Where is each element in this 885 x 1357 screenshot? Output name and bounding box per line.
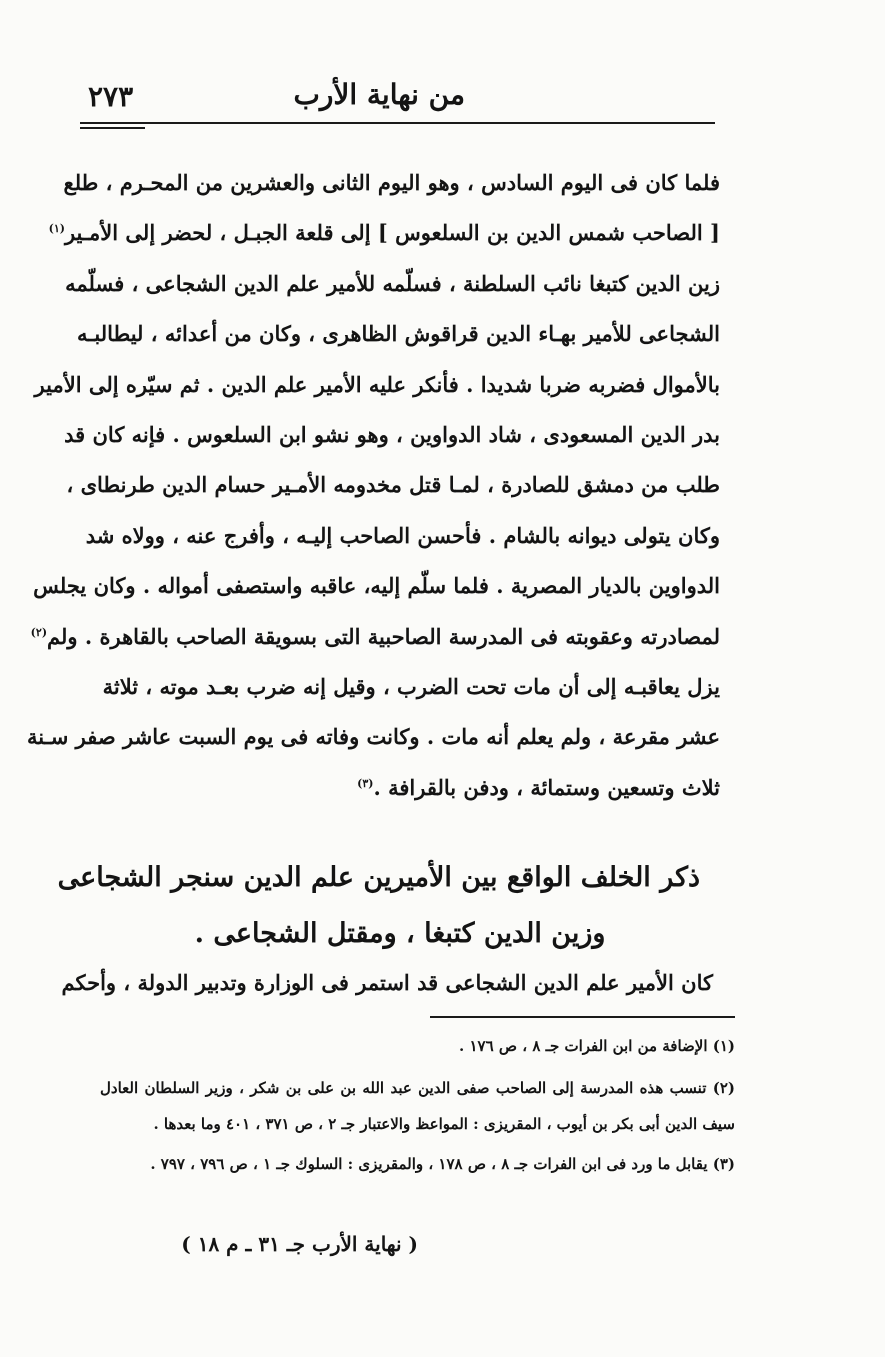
footnote-mark-3: (٣)	[357, 776, 374, 790]
footnotes	[100, 1028, 735, 1182]
body-line: فلما كان فى اليوم السادس ، وهو اليوم الثانى والعشرين من المحـرم ، طلع	[63, 170, 720, 195]
body-line: بدر الدين المسعودى ، شاد الدواوين ، وهو نشو ابن السلعوس . فإنه كان قد	[64, 422, 720, 448]
footnote-rule	[430, 1016, 735, 1018]
body-line: الشجاعى للأمير بهـاء الدين قراقوش الظاهرى ، وكان من أعدائه ، ليطالبـه	[76, 321, 720, 347]
body-line: عشر مقرعة ، ولم يعلم أنه مات . وكانت وفاته فى يوم السبت عاشر صفر سـنة	[27, 724, 720, 750]
signature-mark: ( نهاية الأرب جـ ٣١ ـ م ١٨ )	[181, 1232, 418, 1256]
footnote-mark-1: (١)	[48, 222, 65, 236]
footnote-3: (٣) يقابل ما ورد فى ابن الفرات جـ ٨ ، ص ١٧٨ ، والمقريزى : السلوك جـ ١ ، ص ٧٩٦ ، ٧٩٧ .	[150, 1155, 735, 1173]
section-heading-line-1: ذكر الخلف الواقع بين الأميرين علم الدين سنجر الشجاعى	[57, 862, 700, 893]
body-line: بالأموال فضربه ضربا شديدا . فأنكر عليه الأمير علم الدين . ثم سيّره إلى الأمير	[34, 371, 720, 397]
body-line-with-footnote-3: ثلاث وتسعين وستمائة ، ودفن بالقرافة .$^{(٣)}$	[357, 774, 720, 800]
page-number: ٢٧٣	[88, 80, 134, 113]
footnote-mark-2: (٢)	[30, 625, 48, 639]
page-header	[80, 70, 715, 120]
body-line-with-footnote-2: لمصادرته وعقوبته فى المدرسة الصاحبية التى بسويقة الصاحب بالقاهرة . ولم$^{(٢)}$	[30, 623, 720, 649]
body-paragraph	[27, 158, 720, 813]
footnote-1: (١) الإضافة من ابن الفرات جـ ٨ ، ص ١٧٦ .	[459, 1037, 735, 1055]
body-line: يزل يعاقبـه إلى أن مات تحت الضرب ، وقيل إنه ضرب بعـد موته ، ثلاثة	[102, 674, 720, 700]
body-line: الدواوين بالديار المصرية . فلما سلّم إليه، عاقبه واستصفى أمواله . وكان يجلس	[33, 573, 720, 599]
running-title: من نهاية الأرب	[293, 78, 465, 111]
header-rule	[80, 122, 715, 124]
body-line: وكان يتولى ديوانه بالشام . فأحسن الصاحب إليـه ، وأفرج عنه ، وولاه شد	[85, 522, 720, 548]
body-line: طلب من دمشق للصادرة ، لمـا قتل مخدومه الأمـير حسام الدين طرنطاى ،	[66, 472, 720, 498]
header-rule-short	[80, 127, 145, 129]
footnote-2: (٢) تنسب هذه المدرسة إلى الصاحب صفى الدين عبد الله بن على بن شكر ، وزير السلطان العادل سيف الدين أبى بكر بن أيوب ، المقريزى : المواعظ والاعتبار جـ ٢ ، ص ٣٧١ ، ٤٠١ وما بعدها .	[100, 1079, 735, 1133]
section-first-line: كان الأمير علم الدين الشجاعى قد استمر فى الوزارة وتدبير الدولة ، وأحكم	[61, 970, 713, 995]
section-heading-line-2: وزين الدين كتبغا ، ومقتل الشجاعى .	[194, 918, 606, 949]
body-line: زين الدين كتبغا نائب السلطنة ، فسلّمه للأمير علم الدين الشجاعى ، فسلّمه	[65, 270, 720, 296]
section-heading	[57, 850, 700, 962]
body-line-with-footnote-1: [ الصاحب شمس الدين بن السلعوس ] إلى قلعة الجبـل ، لحضر إلى الأمـير$^{(١)}$	[48, 220, 720, 246]
